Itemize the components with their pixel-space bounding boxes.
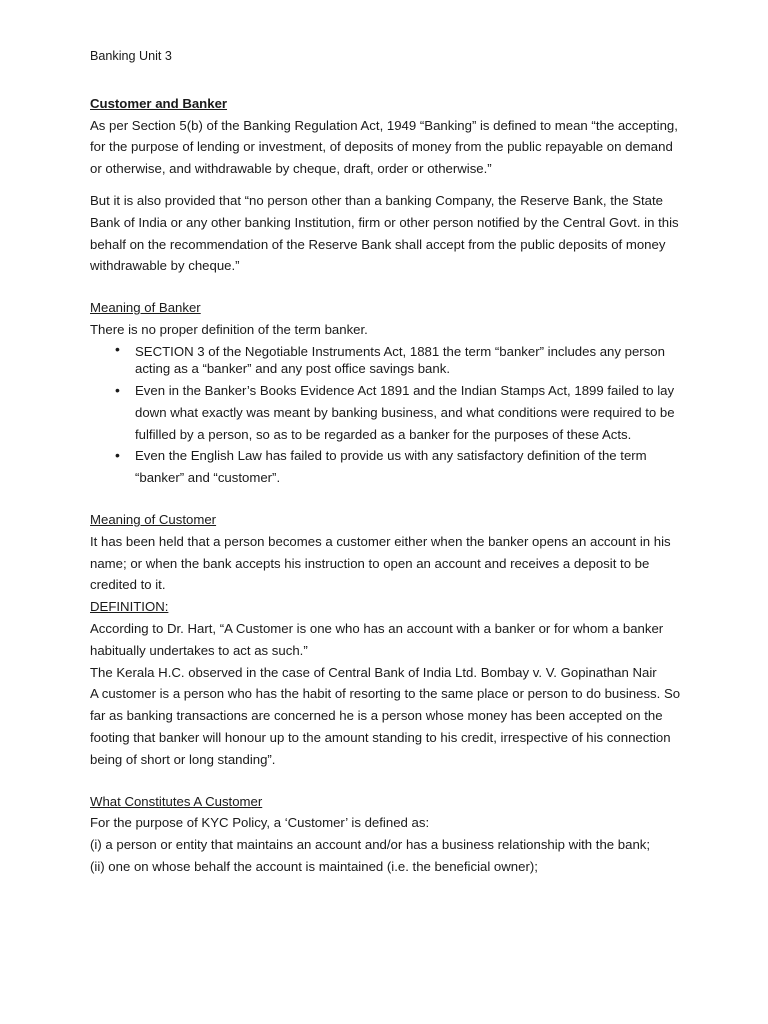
banker-bullet-list (90, 341, 682, 489)
kyc-item-1: (i) a person or entity that maintains an account and/or has a business relationship with the bank; (90, 837, 651, 853)
paragraph-kyc-intro: For the purpose of KYC Policy, a ‘Customer’ is defined as: (90, 815, 430, 831)
bullet-item: • Even in the Banker’s Books Evidence Act 1891 and the Indian Stamps Act, 1899 failed to lay down what exactly was meant by banking business, and what conditions were required to be fulfilled by a person, so as to be regarded as a banker for the purposes of these Acts. (135, 380, 682, 445)
kyc-item-2: (ii) one on whose behalf the account is maintained (i.e. the beneficial owner); (90, 858, 538, 874)
paragraph-customer-held: It has been held that a person becomes a customer either when the banker opens an account in his name; or when the bank accepts his instruction to open an account and receives a deposit to be credited to it. (90, 533, 671, 593)
page-header: Banking Unit 3 (90, 49, 172, 63)
paragraph-banker-intro: There is no proper definition of the term banker. (90, 321, 368, 337)
bullet-item: • SECTION 3 of the Negotiable Instruments Act, 1881 the term “banker” includes any person acting as a “banker” and any post office savings bank. (135, 341, 682, 380)
section-heading-what-constitutes-a-customer: What Constitutes A Customer (90, 793, 263, 809)
paragraph-kerala-hc: The Kerala H.C. observed in the case of Central Bank of India Ltd. Bombay v. V. Gopinathan Nair (90, 664, 657, 680)
paragraph-banking-definition: As per Section 5(b) of the Banking Regulation Act, 1949 “Banking” is defined to mean “the accepting, for the purpose of lending or investment, of deposits of money from the public repayable on demand or otherwise, and withdrawable by cheque, draft, order or otherwise.” (90, 117, 678, 177)
paragraph-customer-habit: A customer is a person who has the habit of resorting to the same place or person to do business. So far as banking transactions are concerned he is a person whose money has been accepted on the footing that banker will honour up to the amount standing to his credit, irrespective of his connection being of short or long standing”. (90, 686, 681, 767)
paragraph-banking-proviso: But it is also provided that “no person other than a banking Company, the Reserve Bank, the State Bank of India or any other banking Institution, firm or other person notified by the Central Govt. in this behalf on the recommendation of the Reserve Bank shall accept from the public deposits of money withdrawable by cheque.” (90, 192, 679, 274)
section-heading-meaning-of-customer: Meaning of Customer (90, 511, 217, 527)
definition-label: DEFINITION: (90, 599, 169, 615)
bullet-item: • Even the English Law has failed to provide us with any satisfactory definition of the term “banker” and “customer”. (135, 445, 682, 489)
section-heading-customer-and-banker: Customer and Banker (90, 95, 228, 111)
section-heading-meaning-of-banker: Meaning of Banker (90, 300, 201, 316)
paragraph-dr-hart: According to Dr. Hart, “A Customer is one who has an account with a banker or for whom a banker habitually undertakes to act as such.” (90, 620, 664, 658)
